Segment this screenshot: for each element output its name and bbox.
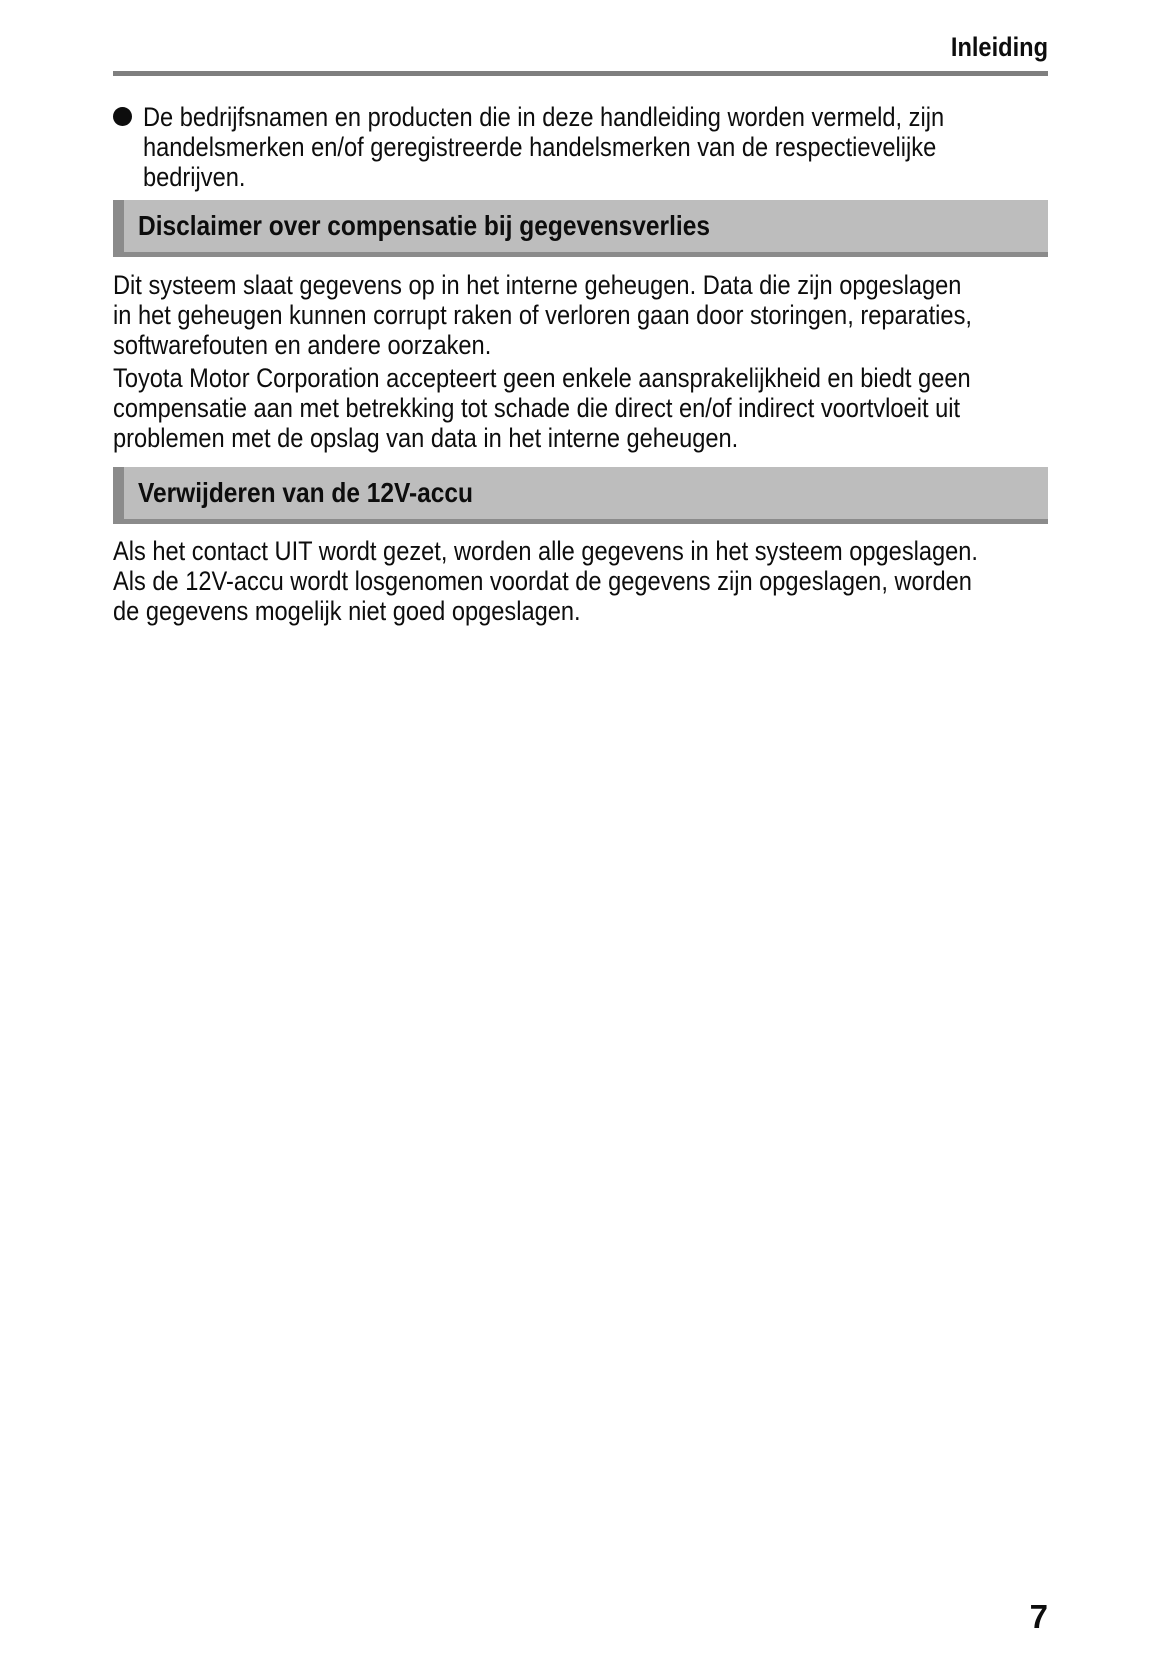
paragraph — [113, 270, 1048, 360]
text-line — [113, 393, 1048, 423]
section-12v-battery-removal — [113, 467, 1048, 626]
text-line-content: Als de 12V-accu wordt losgenomen voordat de gegevens zijn opgeslagen, worden — [113, 566, 972, 596]
text-line-content: Toyota Motor Corporation accepteert geen enkele aansprakelijkheid en biedt geen — [113, 363, 971, 393]
section-title: Verwijderen van de 12V-accu — [138, 477, 474, 508]
intro-note — [113, 102, 1048, 192]
text-line-content: de gegevens mogelijk niet goed opgeslagen. — [113, 596, 581, 626]
page-header-title: Inleiding — [950, 32, 1048, 62]
section-heading-bar — [113, 467, 1048, 524]
section-title: Disclaimer over compensatie bij gegevensverlies — [138, 210, 710, 241]
text-line — [113, 270, 1048, 300]
paragraph — [113, 363, 1048, 453]
text-line-content: Als het contact UIT wordt gezet, worden alle gegevens in het systeem opgeslagen. — [113, 536, 979, 566]
text-line-content: De bedrijfsnamen en producten die in deze handleiding worden vermeld, zijn — [143, 102, 945, 132]
text-line — [113, 596, 1048, 626]
text-line — [143, 162, 1048, 192]
text-line-content: bedrijven. — [143, 162, 246, 192]
section-heading-bar — [113, 200, 1048, 257]
intro-note-paragraph — [143, 102, 1048, 192]
text-line-content: handelsmerken en/of geregistreerde handelsmerken van de respectievelijke — [143, 132, 937, 162]
text-line-content: problemen met de opslag van data in het interne geheugen. — [113, 423, 739, 453]
text-line — [143, 102, 1048, 132]
section-data-loss-disclaimer — [113, 200, 1048, 453]
text-line — [113, 300, 1048, 330]
text-line-content: compensatie aan met betrekking tot schade die direct en/of indirect voortvloeit uit — [113, 393, 961, 423]
text-line — [113, 423, 1048, 453]
text-line — [113, 566, 1048, 596]
text-line — [113, 363, 1048, 393]
header-rule — [113, 71, 1048, 76]
text-line-content: in het geheugen kunnen corrupt raken of verloren gaan door storingen, reparaties, — [113, 300, 972, 330]
paragraph — [113, 536, 1048, 626]
text-line — [143, 132, 1048, 162]
text-line-content: softwarefouten en andere oorzaken. — [113, 330, 492, 360]
text-line — [113, 536, 1048, 566]
text-line — [113, 330, 1048, 360]
page-header — [113, 33, 1048, 61]
text-line-content: Dit systeem slaat gegevens op in het interne geheugen. Data die zijn opgeslagen — [113, 270, 962, 300]
page-number: 7 — [1029, 1598, 1048, 1635]
bullet-icon — [113, 107, 132, 126]
